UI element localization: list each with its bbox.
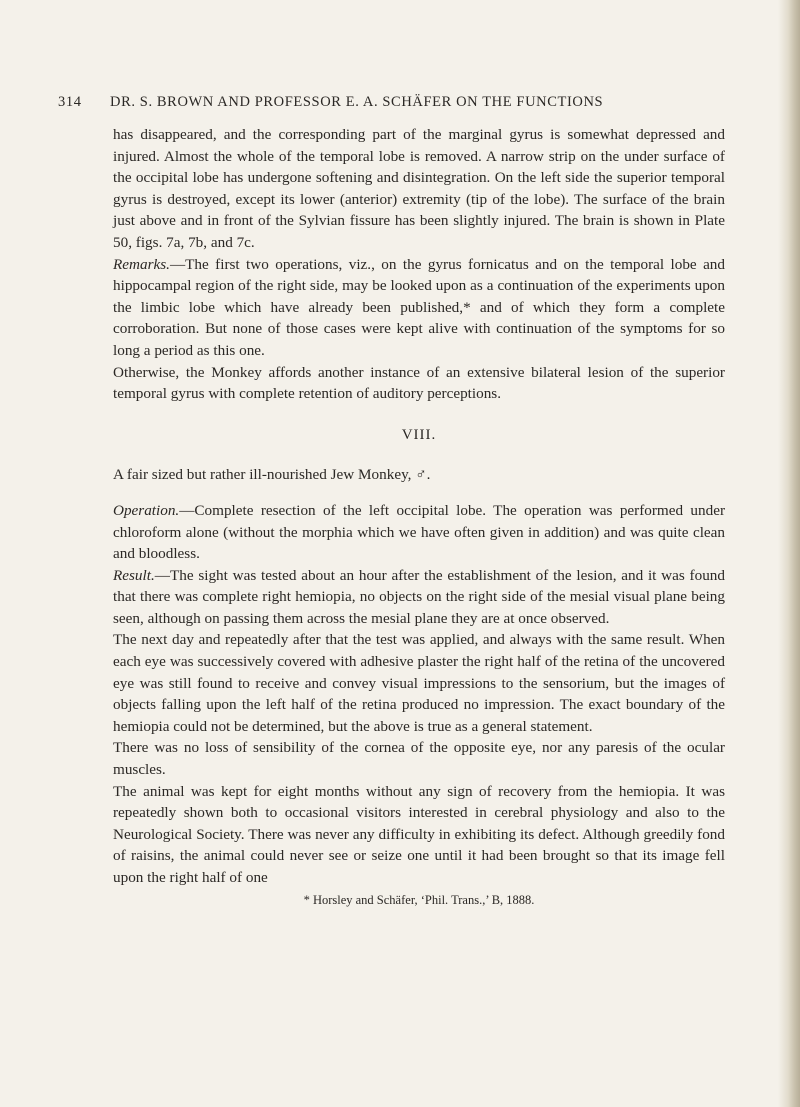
paragraph-otherwise: Otherwise, the Monkey affords another instance of an extensive bilateral lesion of the superior temporal gyrus with complete retention of auditory perceptions.: [113, 363, 725, 403]
paragraph-remarks: [113, 254, 725, 362]
paragraph-subject: A fair sized but rather ill-nourished Jew Monkey, ♂.: [113, 466, 431, 484]
body-text: [58, 124, 725, 889]
running-header: [58, 94, 722, 111]
page-number: 314: [58, 94, 82, 110]
paragraph-gap: [113, 486, 725, 500]
result-text: —The sight was tested about an hour after the establishment of the lesion, and it was found that there was complete right hemiopia, no objects on the right side of the mesial visual plane being seen, although on passing them across the mesial plane they are at once observed.: [113, 566, 725, 627]
operation-label: Operation.: [113, 501, 180, 519]
result-label: Result.: [113, 566, 155, 584]
remarks-text: —The first two operations, viz., on the gyrus fornicatus and on the temporal lobe and hippocampal region of the right side, may be looked upon as a continuation of the experiments upon the limbic lobe which have already been published,* and of which they form a complete corroboration. But none of those cases were kept alive with continuation of the symptoms for so long a period as this one.: [113, 255, 725, 359]
paragraph-eight-months: The animal was kept for eight months without any sign of recovery from the hemiopia. It was repeatedly shown both to occasional visitors interested in cerebral physiology and also to the Neurological Society. There was never any difficulty in exhibiting its defect. Although greedily fond of raisins, the animal could never see or seize one until it had been brought so that its image fell upon the right half of one: [113, 782, 725, 886]
document-page: [58, 94, 725, 908]
section-heading: VIII.: [401, 426, 437, 443]
running-title: DR. S. BROWN AND PROFESSOR E. A. SCHÄFER ON THE FUNCTIONS: [110, 94, 604, 110]
paragraph-continuation: has disappeared, and the corresponding part of the marginal gyrus is somewhat depressed and injured. Almost the whole of the temporal lobe is removed. A narrow strip on the under surface of the occipital lobe has undergone softening and disintegration. On the left side the superior temporal gyrus is destroyed, except its lower (anterior) extremity (tip of the lobe). The surface of the brain just above and in front of the Sylvian fissure has been slightly injured. The brain is shown in Plate 50, figs. 7a, 7b, and 7c.: [113, 126, 725, 251]
paragraph-operation: [113, 500, 725, 565]
footnote: * Horsley and Schäfer, ‘Phil. Trans.,’ B, 1888.: [303, 892, 535, 907]
page-edge-shadow: [778, 0, 800, 1107]
paragraph-result: [113, 565, 725, 630]
remarks-label: Remarks.: [113, 255, 170, 273]
operation-text: —Complete resection of the left occipital lobe. The operation was performed under chloroform alone (without the morphia which we have often given in addition) and was quite clean and bloodless.: [113, 501, 725, 563]
paragraph-cornea: There was no loss of sensibility of the cornea of the opposite eye, nor any paresis of the ocular muscles.: [113, 739, 725, 779]
paragraph-next-day: The next day and repeatedly after that the test was applied, and always with the same result. When each eye was successively covered with adhesive plaster the right half of the retina of the uncovered eye was still found to receive and convey visual impressions to the sensorium, but the images of objects falling upon the left half of the retina produced no impression. The exact boundary of the hemiopia could not be determined, but the above is true as a general statement.: [113, 631, 725, 735]
